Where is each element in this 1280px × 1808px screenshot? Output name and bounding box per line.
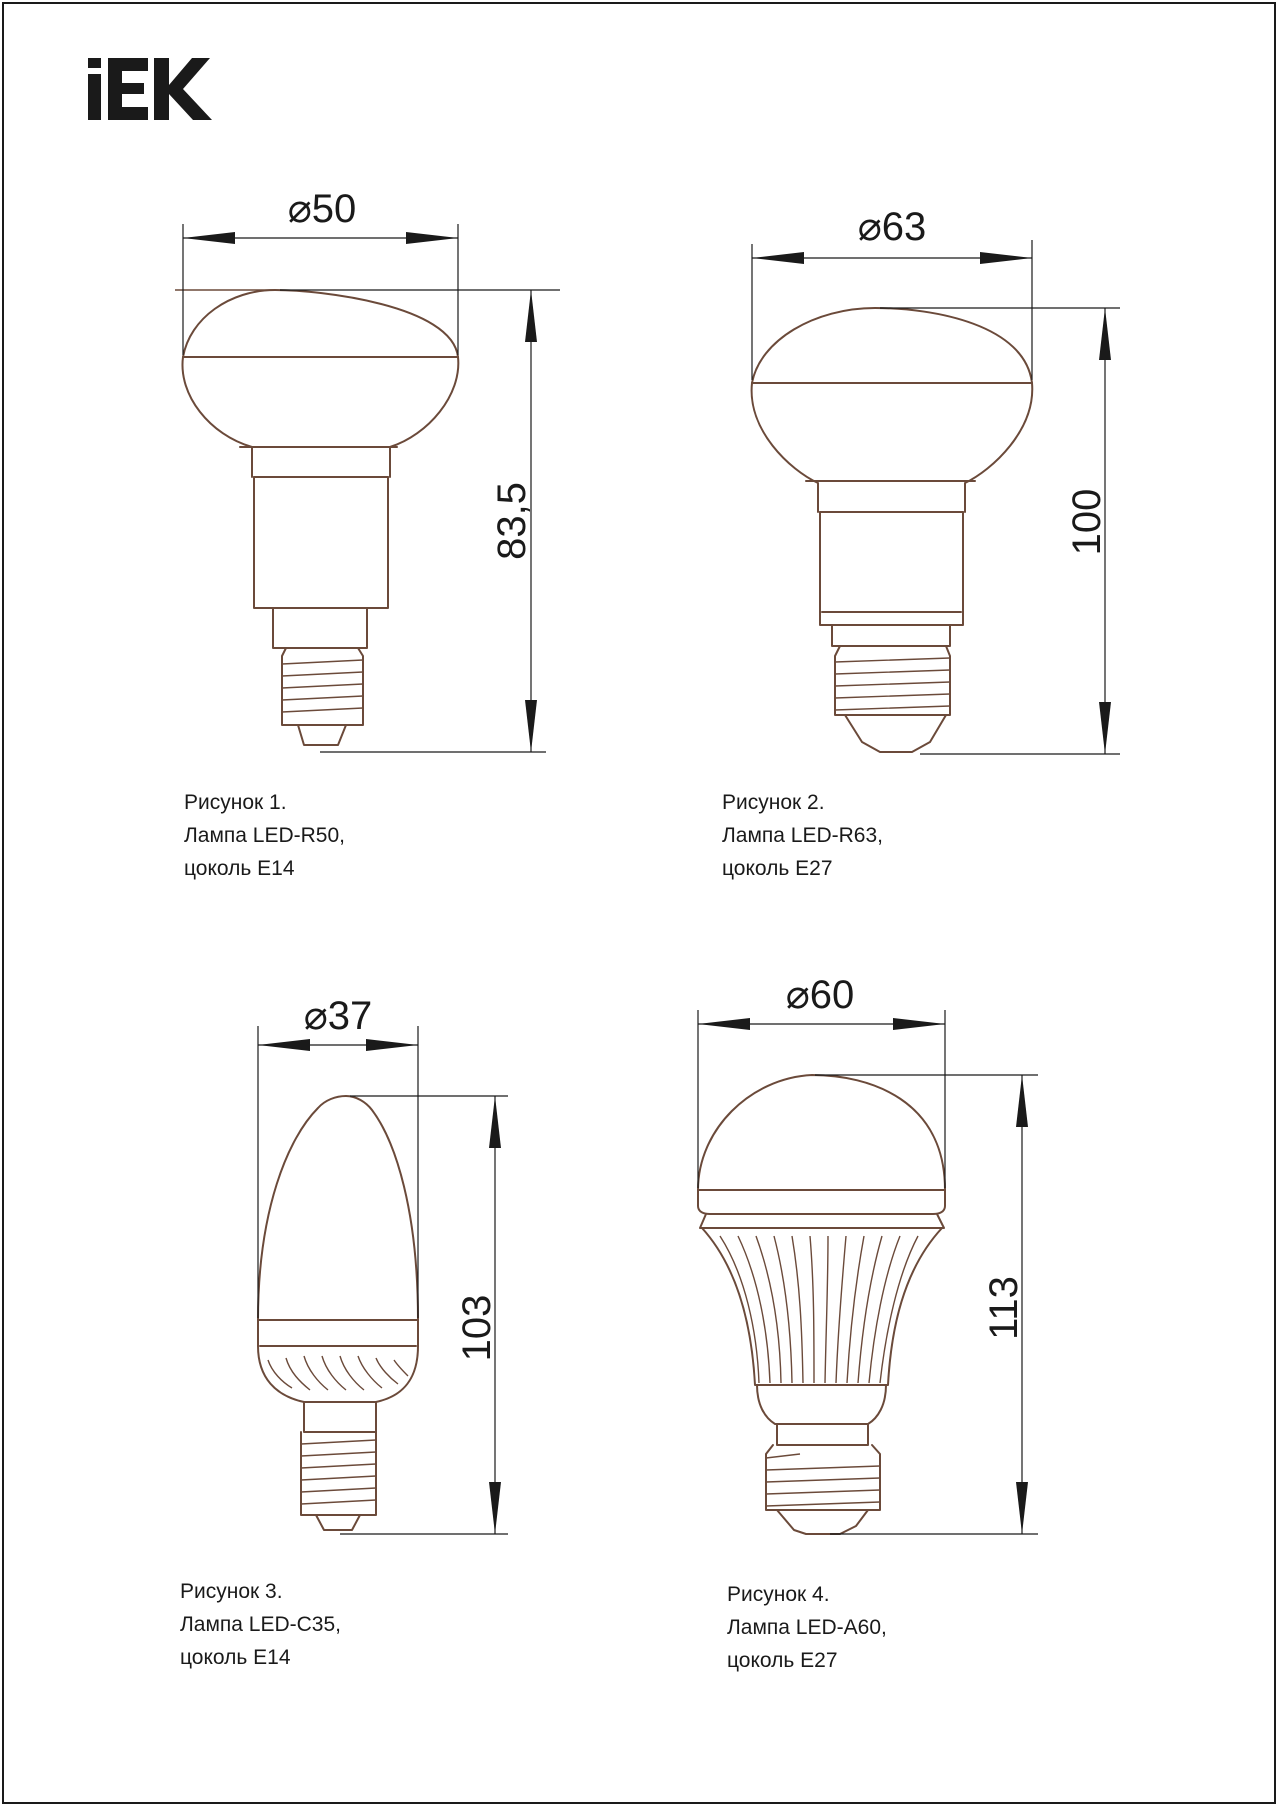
caption-figure-4-base: цоколь E27	[727, 1649, 838, 1672]
caption-figure-1-number: Рисунок 1.	[184, 791, 287, 814]
caption-figure-4-model: Лампа LED-A60,	[727, 1616, 887, 1639]
caption-figure-3-base: цоколь E14	[180, 1646, 291, 1669]
caption-figure-3-model: Лампа LED-C35,	[180, 1613, 341, 1636]
dim-r63-diameter-label: ⌀63	[857, 205, 927, 249]
lamp-r63-outline	[752, 308, 1033, 752]
caption-figure-2-base: цоколь E27	[722, 857, 833, 880]
dim-a60-height-label: 113	[982, 1276, 1026, 1340]
caption-figure-1-model: Лампа LED-R50,	[184, 824, 345, 847]
caption-figure-3-number: Рисунок 3.	[180, 1580, 283, 1603]
dim-c35-diameter-label: ⌀37	[303, 994, 373, 1038]
lamp-r50-outline	[175, 290, 458, 745]
dim-r50-diameter-label: ⌀50	[287, 187, 357, 231]
dim-r50-height-label: 83,5	[490, 482, 534, 560]
dim-r63-diameter	[752, 240, 1032, 380]
dim-c35-diameter	[258, 1026, 418, 1318]
dim-c35-height-label: 103	[455, 1294, 499, 1362]
dim-r63-height-label: 100	[1065, 488, 1109, 556]
lamp-a60-outline	[698, 1075, 945, 1534]
caption-figure-2-model: Лампа LED-R63,	[722, 824, 883, 847]
lamp-c35-outline	[258, 1096, 418, 1530]
caption-figure-2	[722, 786, 883, 885]
dim-a60-diameter-label: ⌀60	[785, 973, 855, 1017]
caption-figure-4	[727, 1578, 887, 1677]
caption-figure-1-base: цоколь E14	[184, 857, 295, 880]
caption-figure-4-number: Рисунок 4.	[727, 1583, 830, 1606]
caption-figure-2-number: Рисунок 2.	[722, 791, 825, 814]
dim-a60-diameter	[698, 1010, 945, 1188]
caption-figure-1	[184, 786, 345, 885]
caption-figure-3	[180, 1575, 341, 1674]
